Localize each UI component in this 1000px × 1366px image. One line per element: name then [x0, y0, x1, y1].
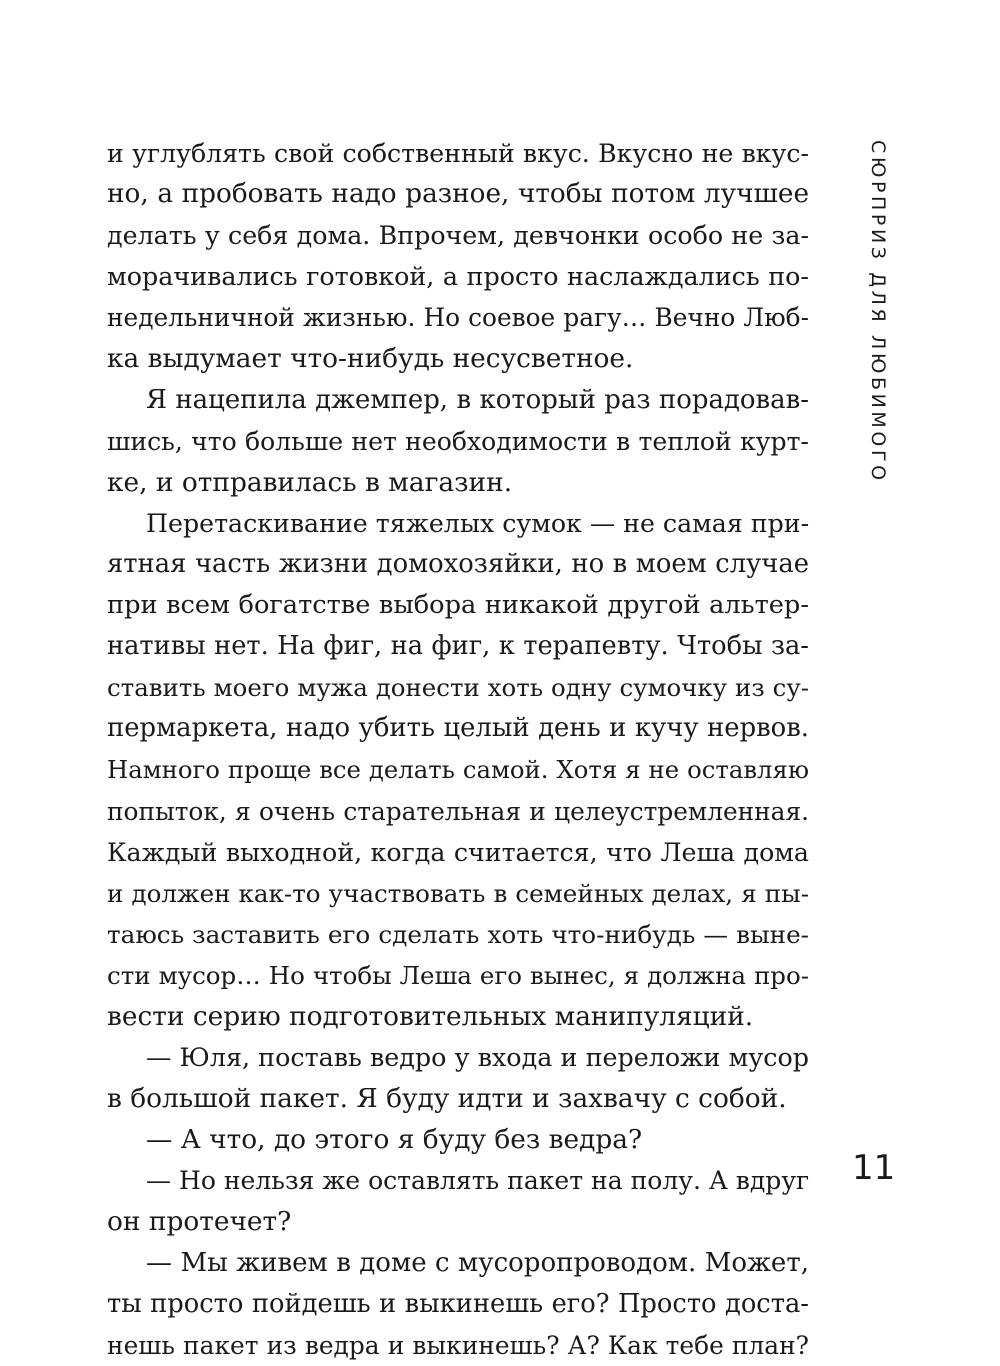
text-line: — Юля, поставь ведро у входа и переложи мусор [146, 1042, 809, 1073]
text-line: нативы нет. На фиг, на фиг, к терапевту. Чтобы за- [107, 631, 809, 662]
text-line: вести серию подготовительных манипуляций. [107, 1000, 754, 1032]
text-line: он протечет? [107, 1206, 292, 1238]
text-line: — А что, до этого я буду без ведра? [146, 1124, 643, 1156]
text-line: Каждый выходной, когда считается, что Леша дома [107, 837, 809, 867]
text-line: Перетаскивание тяжелых сумок — не самая при- [146, 508, 810, 538]
text-line: — Мы живем в доме с мусоропроводом. Может, [146, 1247, 809, 1278]
text-line: недельничной жизнью. Но соевое рагу… Вечно Люб- [107, 303, 809, 333]
text-line: сти мусор… Но чтобы Леша его вынес, я должна про- [107, 960, 809, 990]
body-text [107, 133, 809, 1366]
text-line: нешь пакет из ведра и выкинешь? А? Как тебе план? [107, 1330, 809, 1360]
text-line: попыток, я очень старательная и целеустремленная. [107, 796, 809, 826]
page-number: 11 [852, 1148, 896, 1188]
text-line: и должен как-то участвовать в семейных делах, я пы- [107, 878, 809, 908]
text-line: ка выдумает что-нибудь несусветное. [107, 343, 634, 375]
text-line: ке, и отправилась в магазин. [107, 466, 513, 498]
text-line: но, а пробовать надо разное, чтобы потом лучшее [107, 179, 809, 210]
text-line: морачивались готовкой, а просто наслаждались по- [107, 261, 809, 292]
text-line: делать у себя дома. Впрочем, девчонки особо не за- [107, 220, 809, 251]
text-line: ятная часть жизни домохозяйки, но в моем случае [107, 548, 809, 579]
text-line: Намного проще все делать самой. Хотя я не оставляю [107, 755, 809, 785]
text-line: ты просто пойдешь и выкинешь его? Просто доста- [107, 1288, 809, 1319]
text-line: и углублять свой собственный вкус. Вкусно не вкус- [107, 139, 809, 168]
text-line: в большой пакет. Я буду идти и захвачу с собой. [107, 1083, 787, 1115]
text-line: шись, что больше нет необходимости в теплой курт- [107, 426, 809, 456]
text-line: ставить моего мужа донести хоть одну сумочку из су- [107, 673, 809, 703]
text-line: — Но нельзя же оставлять пакет на полу. А вдруг [146, 1166, 810, 1196]
text-line: таюсь заставить его сделать хоть что-нибудь — выне- [107, 919, 809, 949]
text-line: при всем богатстве выбора никакой другой альтер- [107, 590, 809, 621]
text-line: пермаркета, надо убить целый день и кучу нервов. [107, 713, 809, 744]
running-head: СЮРПРИЗ ДЛЯ ЛЮБИМОГО [867, 140, 889, 484]
text-line: Я нацепила джемпер, в который раз порадовав- [146, 384, 809, 415]
